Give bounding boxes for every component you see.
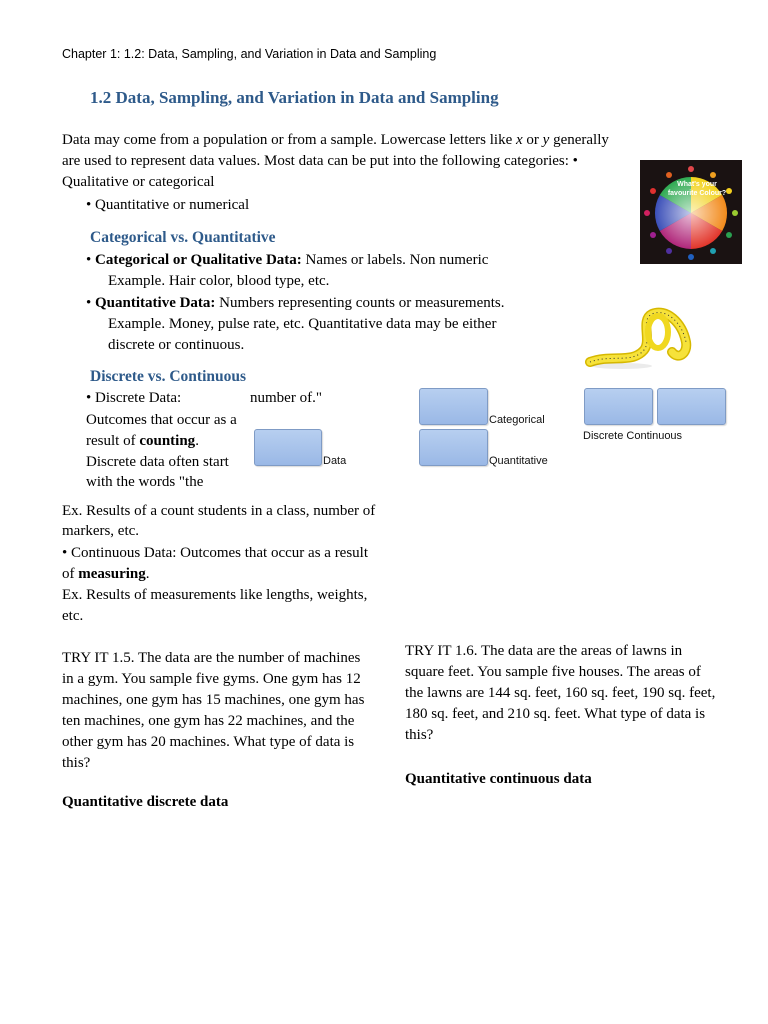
try-it-1-5	[62, 648, 397, 774]
categorical-term: Categorical or Qualitative Data:	[95, 252, 302, 268]
diagram-label-categorical: Categorical	[489, 414, 545, 426]
intro-line-3: Qualitative or categorical	[62, 174, 215, 190]
continuous-line-2	[62, 564, 150, 585]
measuring-term: measuring	[78, 566, 146, 582]
try-it-1-5-line: this?	[62, 755, 91, 771]
wheel-caption-line-1: What's your	[677, 181, 717, 188]
quantitative-example-2: discrete or continuous.	[108, 337, 245, 353]
diagram-box-discrete	[584, 388, 653, 425]
discrete-line-4: Discrete data often start	[86, 454, 229, 470]
example-2-line-2: etc.	[62, 608, 84, 624]
bullet-categorical	[86, 250, 488, 271]
continuous-line-1: • Continuous Data: Outcomes that occur as a result	[62, 545, 369, 561]
try-it-1-5-answer: Quantitative discrete data	[62, 794, 229, 810]
discrete-line-3-c: .	[195, 433, 199, 449]
example-2-line-1: Ex. Results of measurements like lengths, weights,	[62, 587, 368, 603]
example-1-line-1: Ex. Results of a count students in a class, number of	[62, 503, 376, 519]
try-it-1-6-line: TRY IT 1.6. The data are the areas of lawns in	[405, 643, 683, 659]
example-1-line-2: markers, etc.	[62, 523, 140, 539]
discrete-line-5: with the words "the	[86, 474, 204, 490]
continuous-line-2-a: of	[62, 566, 79, 582]
discrete-line-3	[86, 431, 199, 452]
diagram-label-data: Data	[323, 455, 347, 467]
diagram-box-continuous	[657, 388, 726, 425]
diagram-box-data	[254, 429, 322, 466]
intro-line-1	[62, 130, 609, 151]
intro-text-b: generally	[549, 132, 609, 148]
try-it-1-6-answer: Quantitative continuous data	[405, 771, 592, 787]
bullet-mark: •	[86, 295, 96, 311]
try-it-1-6	[405, 641, 745, 746]
diagram-label-discrete-continuous: Discrete Continuous	[583, 430, 683, 442]
wheel-caption-line-2: favourite Colour?	[667, 190, 727, 197]
section-title: 1.2 Data, Sampling, and Variation in Data and Sampling	[90, 88, 499, 107]
intro-text-a: Data may come from a population or from a sample. Lowercase letters like	[62, 132, 516, 148]
heading-categorical-vs-quantitative: Categorical vs. Quantitative	[90, 229, 276, 246]
diagram-box-categorical	[419, 388, 488, 425]
counting-term: counting	[139, 433, 196, 449]
bullet-mark: •	[86, 252, 96, 268]
measuring-tape-image	[582, 302, 698, 372]
categorical-def: Names or labels. Non numeric	[301, 252, 489, 268]
try-it-1-5-line: in a gym. You sample five gyms. One gym has 12	[62, 671, 361, 687]
quantitative-term: Quantitative Data:	[95, 295, 216, 311]
try-it-1-5-line: TRY IT 1.5. The data are the number of machines	[62, 650, 361, 666]
try-it-1-5-line: ten machines, one gym has 22 machines, and the	[62, 713, 355, 729]
measuring-tape-icon	[582, 302, 698, 372]
quantitative-def: Numbers representing counts or measurements.	[215, 295, 505, 311]
try-it-1-6-line: square feet. You sample five houses. The areas of	[405, 664, 701, 680]
var-x: x	[516, 132, 523, 148]
intro-or: or	[522, 132, 543, 148]
categorical-example: Example. Hair color, blood type, etc.	[108, 273, 330, 289]
continuous-line-2-c: .	[145, 566, 150, 582]
intro-bullet-quantitative: • Quantitative or numerical	[86, 197, 250, 213]
quantitative-example-1: Example. Money, pulse rate, etc. Quantitative data may be either	[108, 316, 497, 332]
chapter-header: Chapter 1: 1.2: Data, Sampling, and Variation in Data and Sampling	[62, 47, 437, 61]
diagram-label-quantitative: Quantitative	[489, 455, 548, 467]
diagram-box-quantitative	[419, 429, 488, 466]
try-it-1-5-line: machines, one gym has 15 machines, one gym has	[62, 692, 365, 708]
try-it-1-5-line: other gym has 20 machines. What type of data is	[62, 734, 355, 750]
discrete-line-2: Outcomes that occur as a	[86, 412, 237, 428]
var-y: y	[542, 132, 550, 148]
discrete-line-3-a: result of	[86, 433, 140, 449]
try-it-1-6-line: 180 sq. feet, and 210 sq. feet. What type of data is	[405, 706, 706, 722]
color-wheel-icon	[640, 160, 742, 264]
discrete-line-1-right: number of."	[250, 390, 322, 406]
wheel-caption	[662, 180, 732, 198]
discrete-line-1: • Discrete Data:	[86, 390, 182, 406]
try-it-1-6-line: this?	[405, 727, 434, 743]
heading-discrete-vs-continuous: Discrete vs. Continuous	[90, 368, 247, 385]
bullet-quantitative	[86, 293, 505, 314]
intro-line-2: are used to represent data values. Most data can be put into the following categories: •	[62, 153, 578, 169]
color-wheel-image	[640, 160, 742, 264]
try-it-1-6-line: the lawns are 144 sq. feet, 160 sq. feet, 190 sq. feet,	[405, 685, 716, 701]
